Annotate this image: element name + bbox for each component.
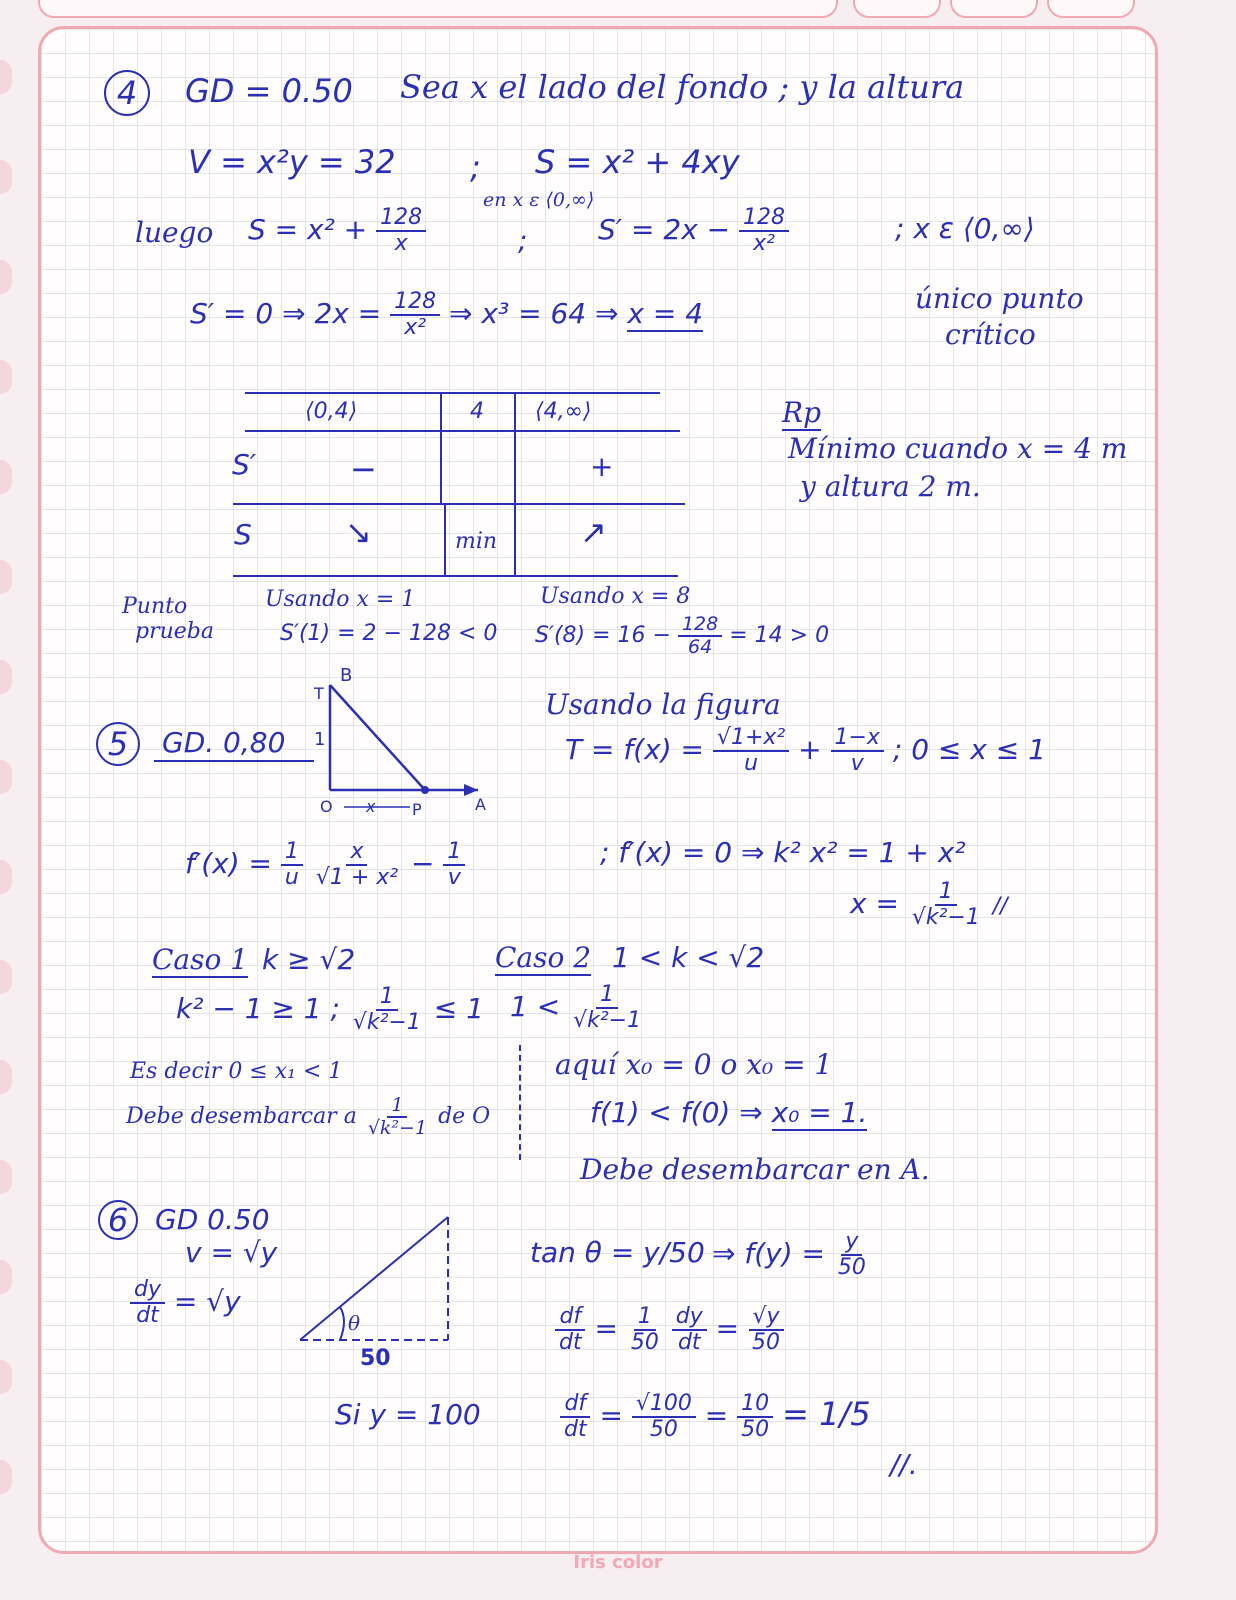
domain-note: en x ε ⟨0,∞⟩ [483,189,595,211]
page-tab [1047,0,1135,18]
volume-equation: V = x²y = 32 [188,143,396,181]
point-b-label: B [340,665,353,686]
problem-4-grade: GD = 0.50 [185,72,353,110]
case-1-condition: k ≥ √2 [262,943,356,976]
table-header: 4 [470,399,484,424]
critical-point-equation: S′ = 0 ⇒ 2x = $\frac{128}{\text{x²}}$ ⇒ x³ = 64 ⇒ x = 4 [190,289,704,341]
case-1-answer: Debe desembarcar a $\frac{1}{\text{√k²−1}}$ de O [126,1094,491,1139]
grade-underline [154,760,314,762]
case-2-endpoints: aquí x₀ = 0 o x₀ = 1 [555,1048,833,1081]
case-2-inequality: 1 < $\frac{1}{\text{√k²−1}}$ [510,982,642,1034]
increasing-arrow: ↗ [580,513,607,551]
page-tab [38,0,838,18]
problem-5-number: 5 [96,722,140,766]
test-point-label: prueba [135,619,214,644]
surface-equation: S = x² + 4xy [535,143,740,181]
point-t-label: T [314,684,324,703]
rate-equation: $\frac{dy}{dt}$ = √y [130,1278,241,1328]
boat-figure [300,665,500,825]
problem-4-intro: Sea x el lado del fondo ; y la altura [400,68,965,106]
given-value: Si y = 100 [335,1398,481,1431]
problem-5-grade: GD. 0,80 [162,726,286,759]
problem-6-grade: GD 0.50 [155,1203,270,1236]
answer-label: Rp [782,396,822,429]
final-rate-equation: $\frac{df}{dt}$ = $\frac{√100}{50}$ = $\frac{10}{50}$ = 1/5 [560,1392,871,1442]
chain-rule-equation: $\frac{df}{dt}$ = $\frac{1}{50}$ $\frac{dy}{dt}$ = $\frac{√y}{50}$ [555,1305,784,1355]
case-divider [519,1045,521,1160]
case-1-label: Caso 1 [152,943,249,976]
critical-condition: ; f′(x) = 0 ⇒ k² x² = 1 + x² [600,836,966,869]
sign-cell: + [590,450,614,483]
side-length-label: 1 [314,729,326,750]
problem-4-number: 4 [104,70,150,116]
point-p-label: P [412,800,422,819]
time-function: T = f(x) = $\frac{\text{√1+x²}}{u}$ + $\frac{1-x}{v}$ ; 0 ≤ x ≤ 1 [565,725,1046,777]
derivative-domain: ; x ε ⟨0,∞⟩ [895,212,1035,245]
surface-substituted: S = x² + $\frac{128}{x}$ [248,206,426,256]
luego-label: luego [135,216,214,249]
case-2-condition: 1 < k < √2 [612,941,765,974]
using-figure-label: Usando la figura [545,688,781,721]
angle-theta-label: θ [348,1311,361,1335]
end-mark: //. [890,1448,918,1481]
test-point-label: Punto [122,594,188,619]
answer-line: y altura 2 m. [800,470,981,503]
minimum-cell: min [455,529,498,554]
table-header: ⟨4,∞⟩ [535,399,592,424]
table-header: ⟨0,4⟩ [305,399,358,424]
row-label-sprime: S′ [232,448,257,481]
tangent-equation: tan θ = y/50 [530,1236,705,1269]
case-2-answer: Debe desembarcar en A. [580,1153,930,1186]
answer-line: Mínimo cuando x = 4 m [788,432,1128,465]
base-length-label: 50 [360,1346,391,1371]
page-tab [853,0,941,18]
distance-x-label: x [366,797,376,816]
case-1-inequality: k² − 1 ≥ 1 ; $\frac{1}{\text{√k²−1}}$ ≤ 1 [176,984,484,1036]
angle-function: ⇒ f(y) = $\frac{y}{50}$ [712,1229,866,1281]
case-2-comparison: f(1) < f(0) ⇒ x₀ = 1. [590,1096,868,1129]
page-tab [950,0,1038,18]
sign-cell: − [350,450,377,488]
point-o-label: O [320,797,333,816]
point-a-label: A [475,795,486,814]
binder-holes [0,0,22,1600]
critical-x: x = $\frac{1}{\text{√k²−1}}$ // [850,879,1008,931]
test-1-value: Usando x = 1 [265,587,416,612]
angle-figure [290,1205,470,1375]
separator: ; [470,148,481,186]
test-2-result: S′(8) = 16 − $\frac{128}{64}$ = 14 > 0 [535,613,830,658]
row-label-s: S [234,518,252,551]
test-1-result: S′(1) = 2 − 128 < 0 [280,621,498,646]
decreasing-arrow: ↘ [345,513,372,551]
case-1-meaning: Es decir 0 ≤ x₁ < 1 [130,1059,343,1084]
critical-point-result: x = 4 [627,297,704,331]
critical-label: crítico [945,318,1036,351]
brand-logo: Iris color [573,1552,663,1573]
test-2-value: Usando x = 8 [540,584,691,609]
unique-point-label: único punto [915,282,1084,315]
problem-6-number: 6 [98,1200,138,1240]
separator: ; [518,224,528,257]
derivative-equation: S′ = 2x − $\frac{128}{\text{x²}}$ [598,206,789,256]
time-derivative: f′(x) = $\frac{1}{u}$ $\frac{x}{\text{√1 + x²}}$ − $\frac{1}{v}$ [185,840,465,890]
speed-equation: v = √y [185,1236,278,1269]
case-2-label: Caso 2 [495,941,592,974]
